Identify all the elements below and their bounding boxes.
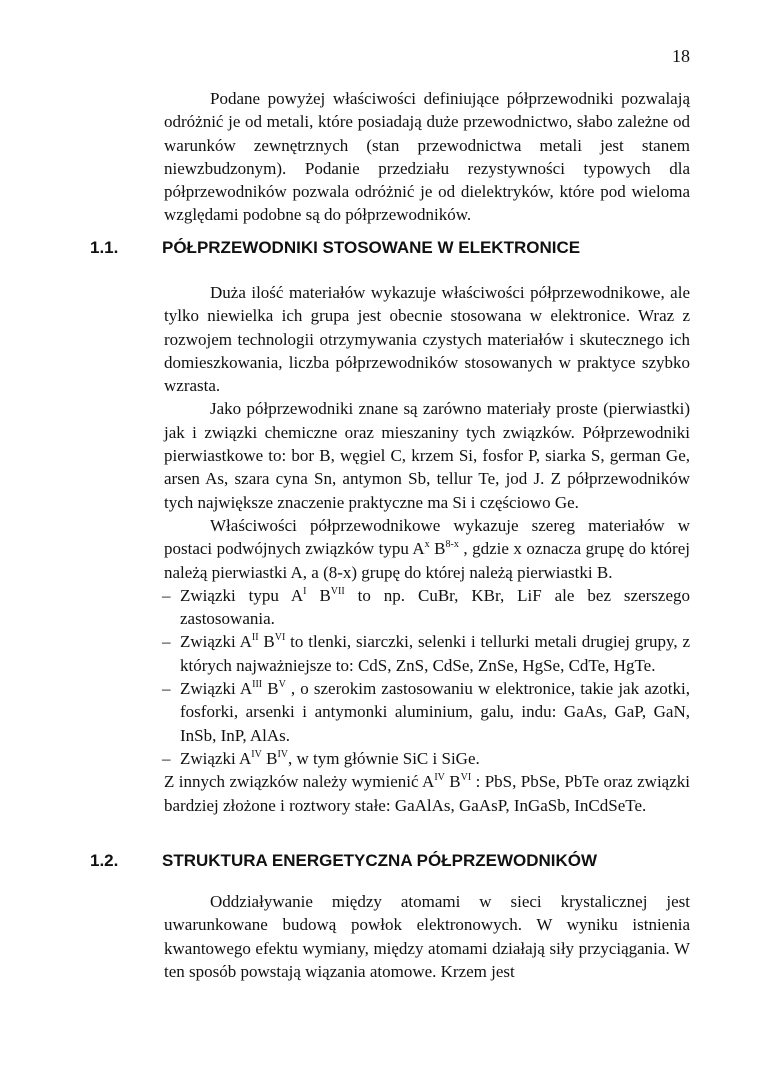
list-item: – Związki $A^{IV}$ $B^{IV}$, w tym głównie SiC i SiGe. <box>162 748 480 768</box>
paragraph: Właściwości półprzewodnikowe wykazuje szereg materiałów w postaci podwójnych związków typu $A^x$ $B^{8-x}$ , gdzie x oznacza grupę do której należą pierwiastki A, a (8-x) grupę do której należą pierwiastki B. <box>164 515 690 582</box>
section-1-1-heading <box>90 238 710 258</box>
intro-paragraph: Podane powyżej właściwości definiujące półprzewodniki pozwalają odróżnić je od metali, które posiadają duże przewodnictwo, słabo zależne od warunków zewnętrznych (stan przewodnictwa metali jest stanem niewzbudzonym). Podanie przedziału rezystywności typowych dla półprzewodników pozwala odróżnić je od dielektryków, które pod wieloma względami podobne są do półprzewodników. <box>164 89 690 225</box>
intro-block <box>164 87 690 227</box>
section-title: STRUKTURA ENERGETYCZNA PÓŁPRZEWODNIKÓW <box>162 851 598 870</box>
section-1-2-body <box>164 890 690 983</box>
section-1-2-heading <box>90 851 710 871</box>
paragraph: Z innych związków należy wymienić $A^{IV}$ $B^{VI}$ : PbS, PbSe, PbTe oraz związki bardziej złożone i roztwory stałe: GaAlAs, GaAsP, InGaSb, InCdSeTe. <box>164 772 690 815</box>
section-1-1-body <box>164 281 690 817</box>
paragraph: Jako półprzewodniki znane są zarówno materiały proste (pierwiastki) jak i związki chemiczne oraz mieszaniny tych związków. Półprzewodniki pierwiastkowe to: bor B, węgiel C, krzem Si, fosfor P, siarka S, german Ge, arsen As, szara cyna Sn, antymon Sb, tellur Te, jod J. Z półprzewodników tych największe znaczenie praktyczne ma Si i częściowo Ge. <box>164 399 690 512</box>
paragraph: Duża ilość materiałów wykazuje właściwości półprzewodnikowe, ale tylko niewielka ich grupa jest obecnie stosowana w elektronice. Wraz z rozwojem technologii otrzymywania czystych materiałów i skutecznego ich domieszkowania, liczba półprzewodników stosowanych w praktyce szybko wzrasta. <box>164 283 690 396</box>
list-item: – Związki $A^{II}$ $B^{VI}$ to tlenki, siarczki, selenki i tellurki metali drugiej grupy, z których najważniejsze to: CdS, ZnS, CdSe, ZnSe, HgSe, CdTe, HgTe. <box>162 632 690 675</box>
list-item: – Związki typu $A^I$ $B^{VII}$ to np. CuBr, KBr, LiF ale bez szerszego zastosowania. <box>162 585 691 629</box>
section-number: 1.2. <box>90 851 119 870</box>
paragraph: Oddziaływanie między atomami w sieci krystalicznej jest uwarunkowane budową powłok elektronowych. W wyniku istnienia kwantowego efektu wymiany, między atomami działają siły przyciągania. W ten sposób powstają wiązania atomowe. Krzem jest <box>164 892 690 981</box>
section-title: PÓŁPRZEWODNIKI STOSOWANE W ELEKTRONICE <box>162 238 581 257</box>
list-item: – Związki $A^{III}$ $B^V$ , o szerokim zastosowaniu w elektronice, takie jak azotki, fosforki, arsenki i antymonki aluminium, galu, indu: GaAs, GaP, GaN, InSb, InP, AlAs. <box>162 679 690 745</box>
page-number: 18 <box>672 46 690 66</box>
section-number: 1.1. <box>90 238 119 257</box>
